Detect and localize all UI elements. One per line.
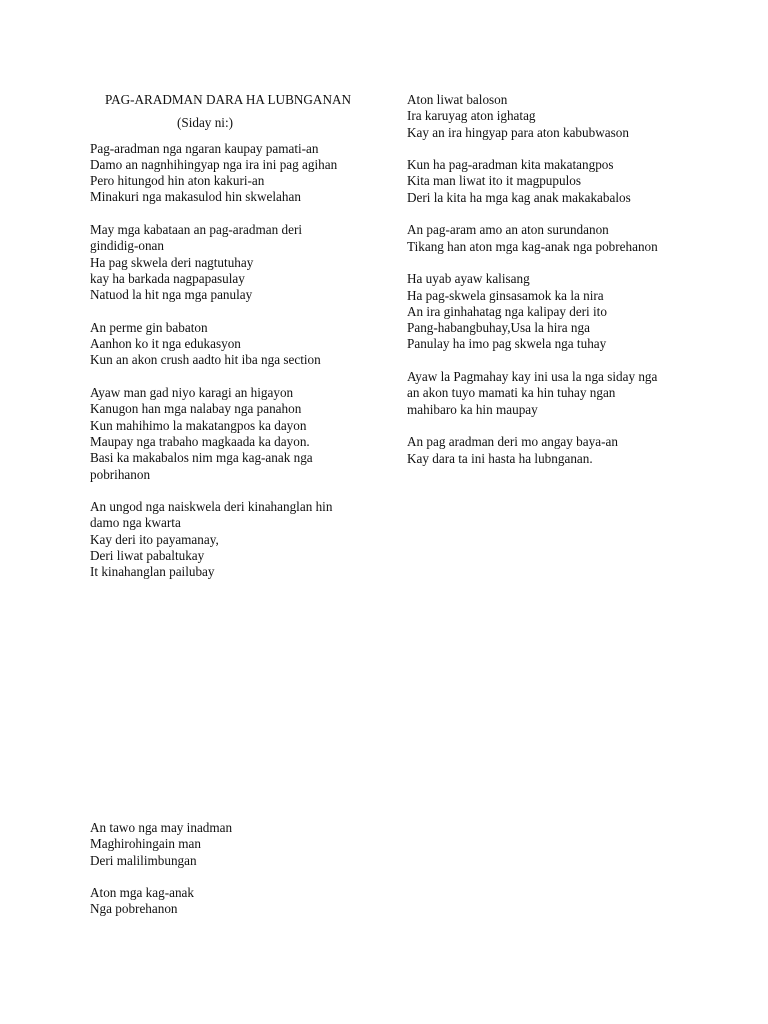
stanza	[407, 434, 707, 467]
poem-line: Ira karuyag aton ighatag	[407, 108, 536, 124]
poem-line: damo nga kwarta	[90, 515, 181, 531]
poem-line: Pang-habangbuhay,Usa la hira nga	[407, 320, 590, 336]
poem-line: An perme gin babaton	[90, 319, 208, 335]
poem-line: gindidig-onan	[90, 238, 164, 254]
poem-line: pobrihanon	[90, 466, 151, 482]
poem-line: Pag-aradman nga ngaran kaupay pamati-an	[90, 140, 319, 156]
poem-subtitle: (Siday ni:)	[176, 115, 234, 131]
poem-line: Minakuri nga makasulod hin skwelahan	[90, 189, 301, 205]
poem-line: Nga pobrehanon	[90, 901, 178, 917]
poem-title: PAG-ARADMAN DARA HA LUBNGANAN	[104, 92, 352, 107]
poem-line: Kun ha pag-aradman kita makatangpos	[407, 157, 614, 173]
right-column	[407, 92, 707, 467]
poem-line: Ayaw la Pagmahay kay ini usa la nga siday nga	[407, 369, 658, 385]
stanza	[90, 385, 390, 483]
poem-line: kay ha barkada nagpapasulay	[90, 270, 245, 286]
stanza	[90, 141, 390, 206]
poem-line: Deri liwat pabaltukay	[90, 548, 205, 564]
poem-line: Ha uyab ayaw kalisang	[407, 271, 530, 287]
poem-line: An ira ginhahatag nga kalipay deri ito	[407, 303, 607, 319]
poem-line: Natuod la hit nga mga panulay	[90, 287, 253, 303]
poem-line: It kinahanglan pailubay	[90, 564, 215, 580]
stanza	[90, 820, 390, 869]
poem-line: Maupay nga trabaho magkaada ka dayon.	[90, 433, 310, 449]
poem-line: Kanugon han mga nalabay nga panahon	[90, 401, 302, 417]
poem-line: Aton mga kag-anak	[90, 885, 194, 901]
stanza	[90, 499, 390, 580]
stanza	[90, 320, 390, 369]
poem-line: Deri la kita ha mga kag anak makakabalos	[407, 189, 631, 205]
poem-line: Ha pag-skwela ginsasamok ka la nira	[407, 287, 604, 303]
poem-line: An ungod nga naiskwela deri kinahanglan hin	[90, 499, 333, 515]
stanza	[407, 369, 707, 418]
poem-line: Kay an ira hingyap para aton kabubwason	[407, 124, 629, 140]
stanza	[90, 885, 390, 918]
poem-line: An tawo nga may inadman	[90, 820, 233, 835]
bottom-section	[90, 820, 390, 918]
stanza	[407, 92, 707, 141]
poem-line: Deri malilimbungan	[90, 852, 197, 868]
poem-line: Kun mahihimo la makatangpos ka dayon	[90, 417, 307, 433]
stanza	[90, 222, 390, 303]
poem-line: Panulay ha imo pag skwela nga tuhay	[407, 336, 607, 352]
poem-line: Damo an nagnhihingyap nga ira ini pag agihan	[90, 156, 338, 172]
poem-line: Maghirohingain man	[90, 836, 201, 852]
poem-line: Tikang han aton mga kag-anak nga pobrehanon	[407, 238, 658, 254]
poem-line: May mga kabataan an pag-aradman deri	[90, 222, 302, 238]
poem-line: an akon tuyo mamati ka hin tuhay ngan	[407, 385, 616, 401]
stanza	[407, 222, 707, 255]
left-column	[90, 92, 390, 581]
right-stanzas	[407, 92, 707, 467]
poem-line: mahibaro ka hin maupay	[407, 401, 538, 417]
bottom-stanzas	[90, 820, 390, 918]
poem-line: Kun an akon crush aadto hit iba nga section	[90, 352, 321, 368]
poem-line: Kay dara ta ini hasta ha lubnganan.	[407, 450, 593, 466]
poem-line: Pero hitungod hin aton kakuri-an	[90, 173, 265, 189]
poem-line: Ayaw man gad niyo karagi an higayon	[90, 385, 294, 401]
poem-line: Aanhon ko it nga edukasyon	[90, 336, 241, 352]
stanza	[407, 157, 707, 206]
poem-line: An pag-aram amo an aton surundanon	[407, 222, 609, 238]
left-stanzas	[90, 141, 390, 581]
poem-line: Basi ka makabalos nim mga kag-anak nga	[90, 450, 313, 466]
poem-line: Aton liwat baloson	[407, 92, 508, 107]
poem-line: An pag aradman deri mo angay baya-an	[407, 434, 618, 450]
stanza	[407, 271, 707, 352]
poem-line: Kita man liwat ito it magpupulos	[407, 173, 581, 189]
poem-line: Ha pag skwela deri nagtutuhay	[90, 254, 254, 270]
poem-line: Kay deri ito payamanay,	[90, 531, 219, 547]
